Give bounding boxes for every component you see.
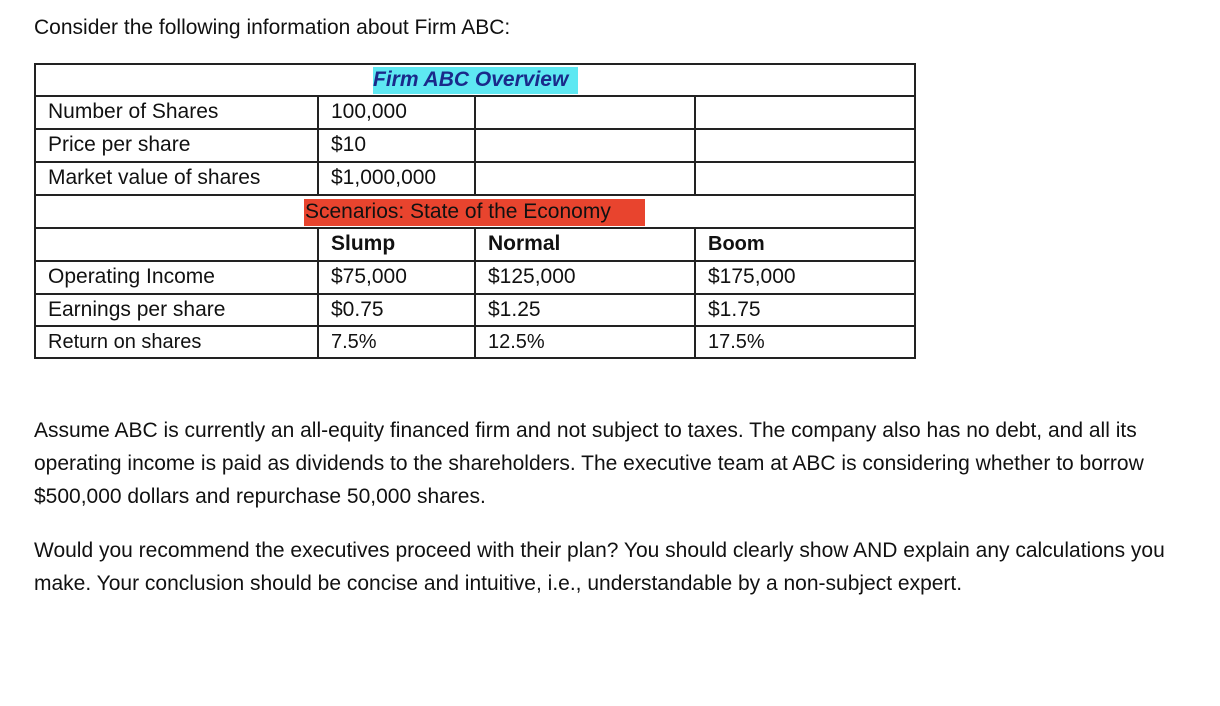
table-rule (694, 227, 696, 359)
scenario-header-boom: Boom (708, 233, 765, 255)
scenario-row-label: Earnings per share (48, 298, 226, 321)
scenario-cell: $0.75 (331, 298, 384, 321)
overview-label: Market value of shares (48, 166, 261, 189)
intro-text: Consider the following information about Firm ABC: (34, 16, 511, 39)
table-rule (914, 63, 916, 359)
table-rule (694, 95, 696, 196)
overview-value: $10 (331, 133, 367, 156)
scenario-cell: 12.5% (488, 331, 545, 353)
scenario-row-label: Return on shares (48, 331, 202, 353)
table-rule (474, 95, 476, 196)
table-title: Firm ABC Overview (373, 68, 569, 91)
scenario-cell: $1.75 (708, 298, 761, 321)
scenario-cell: $175,000 (708, 265, 796, 288)
scenario-cell: $75,000 (331, 265, 407, 288)
assumption-paragraph: Assume ABC is currently an all-equity financed firm and not subject to taxes. The company also has no debt, and all its operating income is paid as dividends to the shareholders. The executive team at ABC is considering whether to borrow $500,000 dollars and repurchase 50,000 shares. (34, 419, 1144, 508)
table-rule (317, 95, 319, 196)
question-paragraph: Would you recommend the executives proceed with their plan? You should clearly show AND explain any calculations you make. Your conclusion should be concise and intuitive, i.e., understandable by a non-subject expert. (34, 539, 1165, 595)
scenario-header-normal: Normal (488, 232, 561, 255)
overview-label: Price per share (48, 133, 191, 156)
overview-value: $1,000,000 (331, 166, 437, 189)
scenario-cell: $1.25 (488, 298, 541, 321)
scenario-row-label: Operating Income (48, 265, 215, 288)
scenario-header-slump: Slump (331, 232, 396, 255)
table-rule (34, 63, 36, 359)
firm-overview-table (34, 63, 916, 359)
table-rule (474, 227, 476, 359)
scenario-cell: $125,000 (488, 265, 576, 288)
scenario-cell: 7.5% (331, 331, 377, 353)
table-rule (317, 227, 319, 359)
overview-label: Number of Shares (48, 100, 219, 123)
scenarios-title: Scenarios: State of the Economy (305, 200, 611, 223)
overview-value: 100,000 (331, 100, 407, 123)
scenario-cell: 17.5% (708, 331, 765, 353)
